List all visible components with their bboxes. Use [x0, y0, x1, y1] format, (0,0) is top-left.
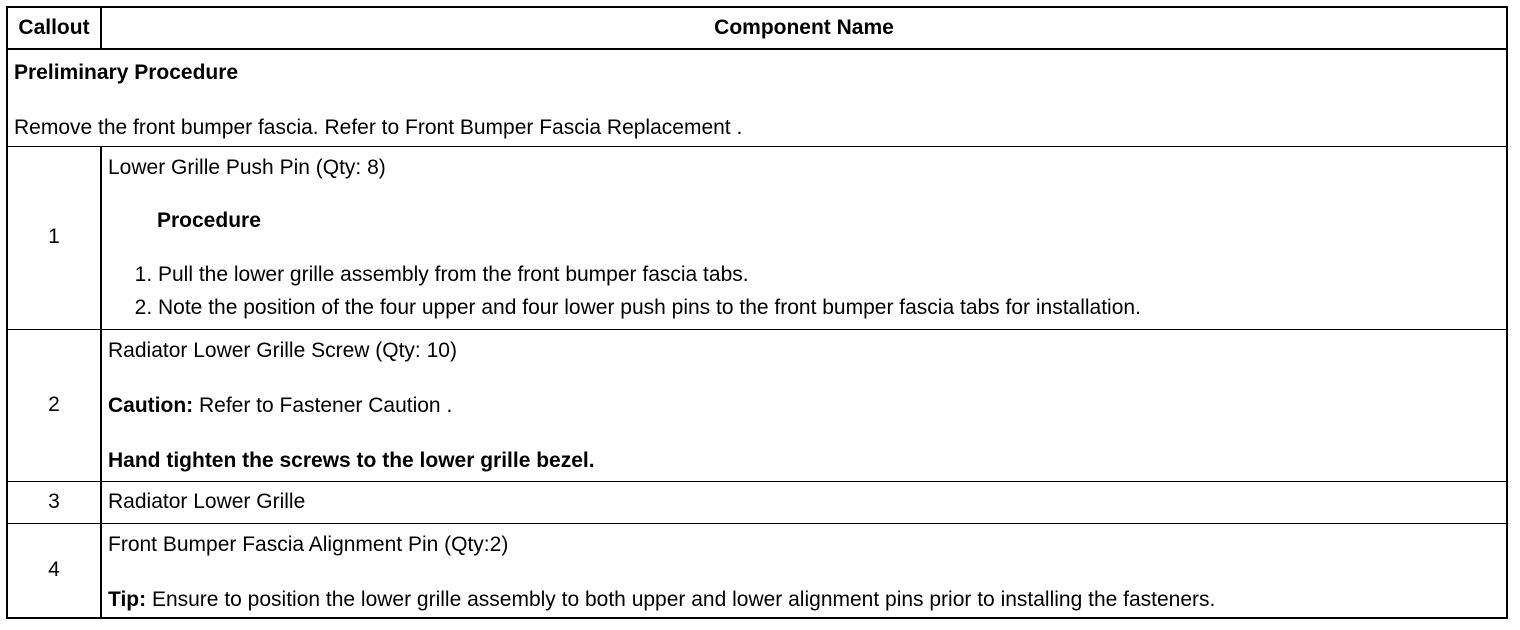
procedure-title: Procedure	[157, 208, 261, 232]
callout-number: 1	[7, 146, 101, 329]
preliminary-cell	[7, 49, 1507, 146]
preliminary-text: Remove the front bumper fascia. Refer to Front Bumper Fascia Replacement .	[14, 116, 743, 140]
callout-number: 4	[7, 523, 101, 618]
component-name-header: Component Name	[101, 7, 1507, 49]
component-name: Radiator Lower Grille Screw (Qty: 10)	[108, 338, 457, 362]
installation-note: Hand tighten the screws to the lower grille bezel.	[108, 449, 595, 472]
table-row	[7, 329, 1507, 481]
component-cell	[101, 329, 1507, 481]
procedure-step: 1. Pull the lower grille assembly from the front bumper fascia tabs.	[158, 262, 1500, 288]
tip-label: Tip:	[108, 587, 147, 611]
callout-number: 3	[7, 481, 101, 523]
preliminary-row	[7, 49, 1507, 146]
component-cell	[101, 146, 1507, 329]
caution-label: Caution:	[108, 393, 194, 417]
header-row	[7, 7, 1507, 49]
component-name: Radiator Lower Grille	[108, 489, 306, 513]
callout-number: 2	[7, 329, 101, 481]
caution-text: Refer to Fastener Caution .	[193, 393, 453, 417]
tip-line	[108, 587, 1500, 613]
component-name: Front Bumper Fascia Alignment Pin (Qty:2)	[108, 532, 509, 556]
table-row	[7, 481, 1507, 523]
component-name: Lower Grille Push Pin (Qty: 8)	[108, 155, 386, 179]
procedure-steps	[108, 262, 1500, 322]
caution-line	[108, 393, 1500, 419]
preliminary-title: Preliminary Procedure	[14, 61, 239, 84]
table-row	[7, 146, 1507, 329]
tip-text: Ensure to position the lower grille assembly to both upper and lower alignment pins prior to installing the fasteners.	[146, 587, 1216, 611]
component-cell	[101, 523, 1507, 618]
component-table	[6, 6, 1508, 619]
procedure-step: 2. Note the position of the four upper and four lower push pins to the front bumper fascia tabs for installation.	[158, 295, 1500, 321]
table-row	[7, 523, 1507, 618]
callout-header: Callout	[7, 7, 101, 49]
component-cell	[101, 481, 1507, 523]
